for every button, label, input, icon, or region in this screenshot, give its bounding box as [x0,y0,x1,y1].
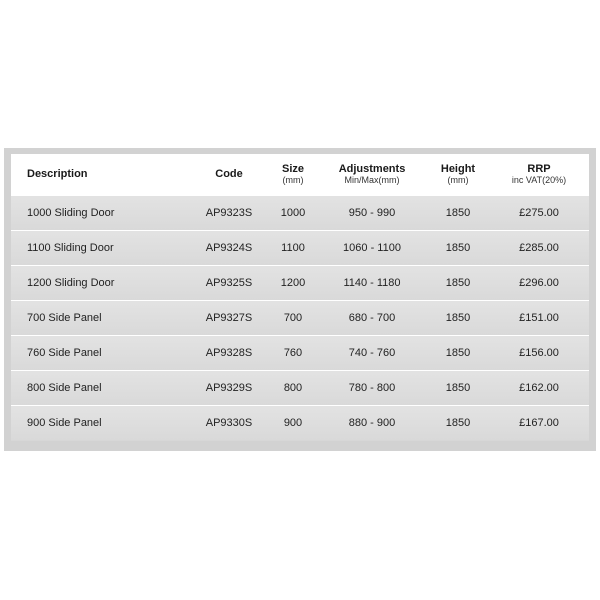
cell-size: 1000 [269,195,317,230]
cell-description: 800 Side Panel [11,370,189,405]
cell-code: AP9330S [189,405,269,440]
cell-size: 760 [269,335,317,370]
cell-height: 1850 [427,370,489,405]
cell-description: 760 Side Panel [11,335,189,370]
cell-description: 700 Side Panel [11,300,189,335]
header-rrp-unit: inc VAT(20%) [511,175,567,186]
table-row [11,230,589,265]
cell-rrp: £275.00 [489,195,589,230]
table-row [11,195,589,230]
cell-description: 1200 Sliding Door [11,265,189,300]
cell-adjustments: 1060 - 1100 [317,230,427,265]
header-size: Size (mm) [269,154,317,195]
cell-code: AP9327S [189,300,269,335]
header-description: Description [27,168,88,181]
table-row [11,300,589,335]
cell-code: AP9325S [189,265,269,300]
cell-description: 1100 Sliding Door [11,230,189,265]
table-row [11,265,589,300]
cell-height: 1850 [427,265,489,300]
cell-rrp: £156.00 [489,335,589,370]
cell-size: 800 [269,370,317,405]
cell-adjustments: 880 - 900 [317,405,427,440]
cell-code: AP9329S [189,370,269,405]
cell-height: 1850 [427,335,489,370]
cell-height: 1850 [427,195,489,230]
cell-description: 1000 Sliding Door [11,195,189,230]
cell-rrp: £167.00 [489,405,589,440]
table-row [11,370,589,405]
cell-height: 1850 [427,405,489,440]
table-frame [4,148,596,451]
cell-description: 900 Side Panel [11,405,189,440]
product-table [11,154,589,440]
cell-adjustments: 680 - 700 [317,300,427,335]
cell-adjustments: 950 - 990 [317,195,427,230]
table-row [11,335,589,370]
cell-size: 1200 [269,265,317,300]
table-row [11,405,589,440]
cell-adjustments: 740 - 760 [317,335,427,370]
cell-size: 900 [269,405,317,440]
cell-height: 1850 [427,230,489,265]
cell-rrp: £162.00 [489,370,589,405]
cell-code: AP9323S [189,195,269,230]
header-adjustments-unit: Min/Max(mm) [344,175,400,186]
cell-rrp: £296.00 [489,265,589,300]
header-height-unit: (mm) [447,175,469,186]
header-size-unit: (mm) [282,175,304,186]
cell-size: 1100 [269,230,317,265]
cell-code: AP9324S [189,230,269,265]
header-rrp: RRP inc VAT(20%) [489,154,589,195]
cell-code: AP9328S [189,335,269,370]
cell-rrp: £285.00 [489,230,589,265]
header-adjustments: Adjustments Min/Max(mm) [317,154,427,195]
cell-rrp: £151.00 [489,300,589,335]
table-header-row [11,154,589,195]
cell-adjustments: 780 - 800 [317,370,427,405]
product-table-container [11,154,589,441]
cell-adjustments: 1140 - 1180 [317,265,427,300]
header-height: Height (mm) [427,154,489,195]
cell-height: 1850 [427,300,489,335]
header-code: Code [215,168,243,181]
cell-size: 700 [269,300,317,335]
